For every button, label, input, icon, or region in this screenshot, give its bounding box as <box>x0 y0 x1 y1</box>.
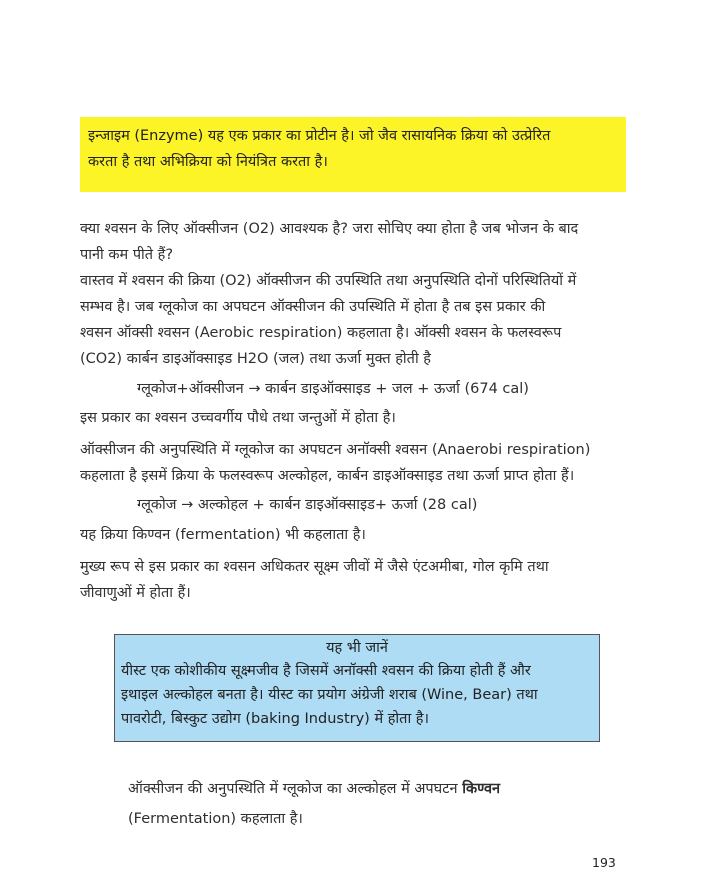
aerobic-paragraph <box>80 268 630 372</box>
enzyme-info-line: करता है तथा अभिक्रिया को नियंत्रित करता है। <box>88 154 328 170</box>
closing-line <box>128 774 588 804</box>
aerobic-equation: ग्लूकोज+ऑक्सीजन → कार्बन डाइऑक्साइड + जल + ऊर्जा (674 cal) <box>137 381 529 397</box>
microorganism-paragraph <box>80 554 630 606</box>
question-paragraph <box>80 216 630 268</box>
aerobic-occurrence-text: इस प्रकार का श्वसन उच्चवर्गीय पौधे तथा जन्तुओं में होता है। <box>80 410 396 426</box>
enzyme-info-box <box>80 117 626 192</box>
text-line: ऑक्सीजन की अनुपस्थिति में ग्लूकोज का अपघटन अनॉक्सी श्वसन (Anaerobi respiration) <box>80 442 591 458</box>
text-line: पानी कम पीते हैं? <box>80 247 174 263</box>
closing-text: ऑक्सीजन की अनुपस्थिति में ग्लूकोज का अल्कोहल में अपघटन <box>128 781 463 797</box>
did-you-know-line: इथाइल अल्कोहल बनता है। यीस्ट का प्रयोग अंग्रेजी शराब (Wine, Bear) तथा <box>121 687 538 703</box>
text-line: श्वसन ऑक्सी श्वसन (Aerobic respiration) कहलाता है। ऑक्सी श्वसन के फलस्वरूप <box>80 325 562 341</box>
did-you-know-line: यीस्ट एक कोशीकीय सूक्ष्मजीव है जिसमें अनॉक्सी श्वसन की क्रिया होती हैं और <box>121 663 531 679</box>
fermentation-text: यह क्रिया किण्वन (fermentation) भी कहलाता है। <box>80 527 366 543</box>
enzyme-info-line: इन्जाइम (Enzyme) यह एक प्रकार का प्रोटीन है। जो जैव रासायनिक क्रिया को उत्प्रेरित <box>88 128 551 144</box>
did-you-know-line: पावरोटी, बिस्कुट उद्योग (baking Industry) में होता है। <box>121 711 430 727</box>
did-you-know-box <box>114 634 600 742</box>
page-number: 193 <box>592 855 616 870</box>
text-line: कहलाता है इसमें क्रिया के फलस्वरूप अल्कोहल, कार्बन डाइऑक्साइड तथा ऊर्जा प्राप्त होता हैं। <box>80 468 575 484</box>
text-line: सम्भव है। जब ग्लूकोज का अपघटन ऑक्सीजन की उपस्थिति में होता है तब इस प्रकार की <box>80 299 546 315</box>
fermentation-term: किण्वन <box>462 781 501 797</box>
text-line: क्या श्वसन के लिए ऑक्सीजन (O2) आवश्यक है? जरा सोचिए क्या होता है जब भोजन के बाद <box>80 221 579 237</box>
anaerobic-equation: ग्लूकोज → अल्कोहल + कार्बन डाइऑक्साइड+ ऊर्जा (28 cal) <box>137 497 478 513</box>
text-line: वास्तव में श्वसन की क्रिया (O2) ऑक्सीजन की उपस्थिति तथा अनुपस्थिति दोनों परिस्थितियों में <box>80 273 577 289</box>
anaerobic-paragraph <box>80 437 630 489</box>
did-you-know-heading: यह भी जानें <box>326 640 388 656</box>
text-line: मुख्य रूप से इस प्रकार का श्वसन अधिकतर सूक्ष्म जीवों में जैसे एंटअमीबा, गोल कृमि तथा <box>80 559 549 575</box>
text-line: (CO2) कार्बन डाइऑक्साइड H2O (जल) तथा ऊर्जा मुक्त होती है <box>80 351 432 367</box>
text-line: जीवाणुओं में होता हैं। <box>80 585 191 601</box>
closing-paragraph <box>128 774 588 834</box>
closing-line: (Fermentation) कहलाता है। <box>128 811 303 827</box>
